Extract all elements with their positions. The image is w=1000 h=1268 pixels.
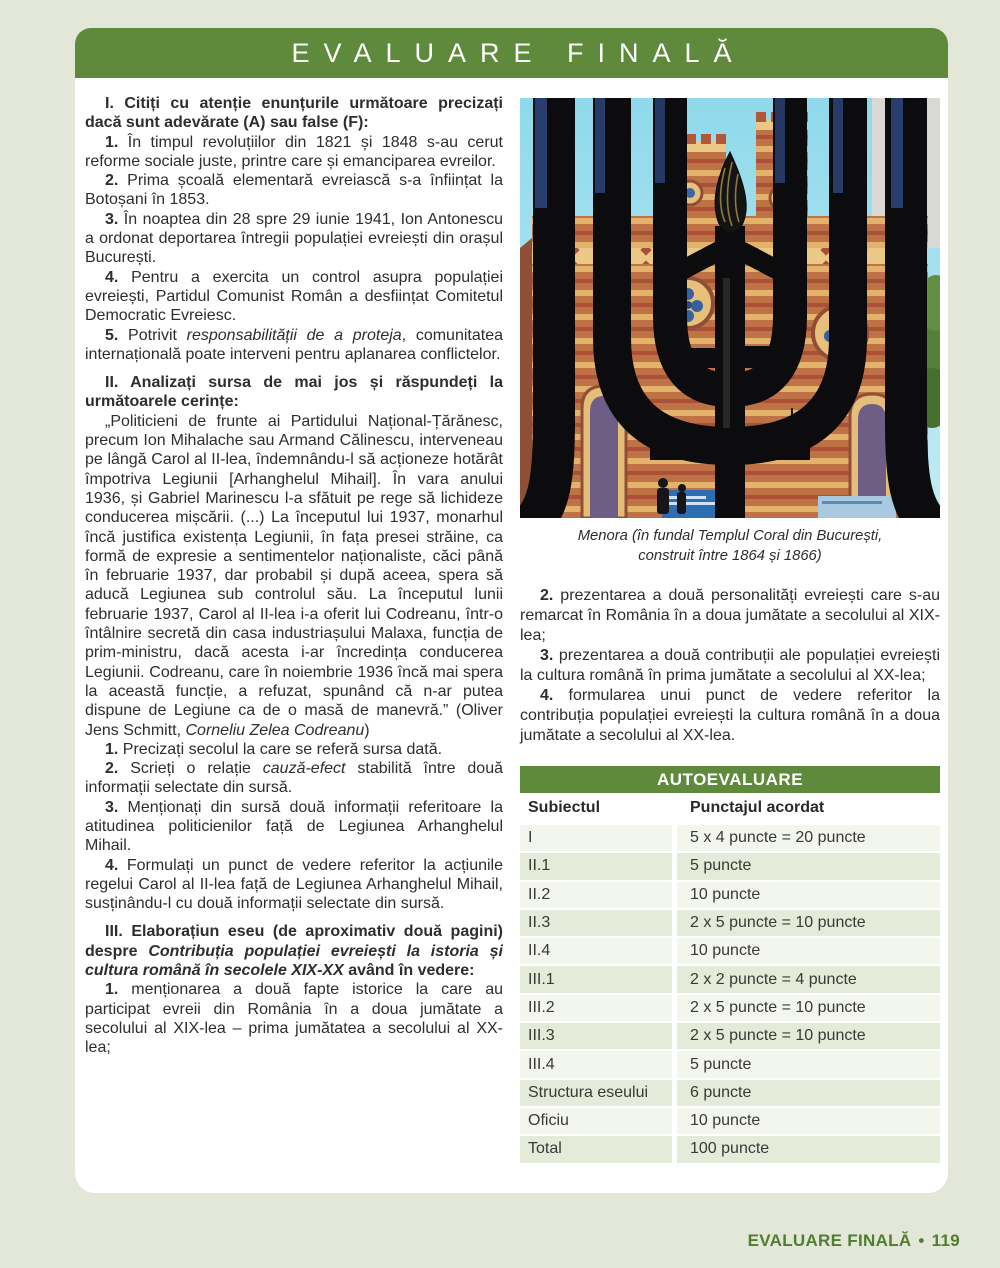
footer-label: EVALUARE FINALĂ bbox=[747, 1231, 912, 1250]
item-text: Prima școală elementară evreiască s-a înființat la Botoșani în 1853. bbox=[85, 172, 503, 209]
cell-points: 5 x 4 puncte = 20 puncte bbox=[677, 825, 940, 851]
item-number: 4. bbox=[540, 687, 554, 704]
cell-points: 2 x 2 puncte = 4 puncte bbox=[677, 966, 940, 992]
item-text: Pentru a exercita un control asupra populației evreiești, Partidul Comunist Român a desființat Comitetul Democratic Evreiesc. bbox=[85, 268, 503, 325]
cell-subject: III.2 bbox=[520, 995, 672, 1021]
cell-points: 100 puncte bbox=[677, 1136, 940, 1162]
cell-points: 6 puncte bbox=[677, 1080, 940, 1106]
section-3-item-4 bbox=[520, 686, 940, 746]
cell-points: 10 puncte bbox=[677, 882, 940, 908]
cell-subject: III.3 bbox=[520, 1023, 672, 1049]
item-text: Scrieți o relație cauză-efect stabilită între două informații selectate din sursă. bbox=[85, 760, 503, 797]
table-row bbox=[520, 1023, 940, 1049]
footer-page-number: 119 bbox=[931, 1231, 960, 1250]
item-number: 2. bbox=[105, 172, 119, 190]
item-text: prezentarea a două personalități evreiești care s-au remarcat în România în a doua jumătate a secolului al XIX-lea; bbox=[520, 587, 940, 644]
column-header-points: Punctajul acordat bbox=[690, 799, 825, 816]
table-row bbox=[520, 825, 940, 851]
cell-points: 5 puncte bbox=[677, 1051, 940, 1077]
item-number: 4. bbox=[105, 856, 119, 874]
section-2-item-4 bbox=[85, 856, 503, 914]
item-number: 1. bbox=[105, 981, 119, 999]
cell-points: 10 puncte bbox=[677, 938, 940, 964]
table-row bbox=[520, 966, 940, 992]
table-row bbox=[520, 995, 940, 1021]
item-text: Formulați un punct de vedere referitor la acțiunile regelui Carol al II-lea față de Legiunea Arhanghelul Mihail, susținându-l cu două informații selectate din sursă. bbox=[85, 856, 503, 913]
section-3-item-1 bbox=[85, 980, 503, 1057]
cell-subject: III.1 bbox=[520, 966, 672, 992]
section-1-item-4 bbox=[85, 268, 503, 326]
column-header-subject: Subiectul bbox=[528, 799, 601, 816]
section-3-heading: III. Elaborațiun eseu (de aproximativ două pagini) despre Contribuția populației evreiești la istoria și cultura română în secolele XIX-XX având în vedere: bbox=[85, 923, 503, 980]
photo-caption bbox=[520, 526, 940, 566]
section-1-item-3 bbox=[85, 210, 503, 268]
section-2-item-2 bbox=[85, 759, 503, 798]
item-text: Precizați secolul la care se referă sursa dată. bbox=[118, 740, 443, 758]
item-text: Menționați din sursă două informații referitoare la atitudinea politicienilor față de Legiunea Arhanghelul Mihail. bbox=[85, 798, 503, 855]
item-number: 2. bbox=[105, 760, 119, 778]
left-column bbox=[85, 94, 503, 1058]
cell-subject: Total bbox=[520, 1136, 672, 1162]
section-gap bbox=[85, 364, 503, 373]
item-text: formularea unui punct de vedere referitor la contribuția populației evreiești la cultura română în a doua jumătate a secolului al XX-lea. bbox=[520, 687, 940, 744]
menora-photo-figure bbox=[520, 98, 940, 566]
table-row bbox=[520, 938, 940, 964]
table-row bbox=[520, 1080, 940, 1106]
item-text: Potrivit responsabilității de a proteja, comunitatea internațională poate interveni pentru aplanarea conflictelor. bbox=[85, 326, 503, 363]
item-number: 1. bbox=[105, 740, 119, 758]
item-number: 3. bbox=[540, 647, 554, 664]
section-1-heading: I. Citiți cu atenție enunțurile următoare precizați dacă sunt adevărate (A) sau false (F): bbox=[85, 95, 503, 132]
section-2-item-3 bbox=[85, 798, 503, 856]
section-2-item-1 bbox=[85, 740, 503, 759]
autoevaluare-table bbox=[520, 766, 940, 1163]
item-text: În timpul revoluțiilor din 1821 și 1848 s-au cerut reforme sociale juste, printre care și emanciparea evreilor. bbox=[85, 133, 503, 170]
cell-subject: I bbox=[520, 825, 672, 851]
caption-line-2: construit între 1864 și 1866) bbox=[638, 548, 822, 564]
table-row bbox=[520, 1136, 940, 1162]
item-number: 3. bbox=[105, 210, 119, 228]
table-row bbox=[520, 1051, 940, 1077]
cell-subject: Oficiu bbox=[520, 1108, 672, 1134]
table-row bbox=[520, 910, 940, 936]
table-row bbox=[520, 882, 940, 908]
cell-subject: II.2 bbox=[520, 882, 672, 908]
footer-separator: • bbox=[918, 1231, 925, 1250]
page-title: EVALUARE FINALĂ bbox=[291, 37, 746, 68]
section-1-item-1 bbox=[85, 133, 503, 172]
item-text: menționarea a două fapte istorice la care au participat evreii din România în a doua jumătate a secolului al XIX-lea – prima jumătatea a secolului al XX-lea; bbox=[85, 981, 503, 1057]
item-text: prezentarea a două contribuții ale populației evreiești la cultura română în prima jumătate a secolului al XX-lea; bbox=[520, 647, 940, 684]
section-1-item-2 bbox=[85, 171, 503, 210]
cell-subject: II.1 bbox=[520, 853, 672, 879]
cell-points: 2 x 5 puncte = 10 puncte bbox=[677, 1023, 940, 1049]
cell-subject: II.4 bbox=[520, 938, 672, 964]
section-3-item-2 bbox=[520, 586, 940, 646]
cell-subject: Structura eseului bbox=[520, 1080, 672, 1106]
item-number: 4. bbox=[105, 268, 119, 286]
cell-subject: III.4 bbox=[520, 1051, 672, 1077]
menora-photo bbox=[520, 98, 940, 518]
cell-points: 10 puncte bbox=[677, 1108, 940, 1134]
section-2-heading: II. Analizați sursa de mai jos și răspundeți la următoarele cerințe: bbox=[85, 374, 503, 411]
table-header-row bbox=[520, 793, 940, 823]
page-footer bbox=[75, 1231, 960, 1251]
item-number: 3. bbox=[105, 798, 119, 816]
section-3-item-3 bbox=[520, 646, 940, 686]
section-1-item-5 bbox=[85, 326, 503, 365]
item-text: În noaptea din 28 spre 29 iunie 1941, Ion Antonescu a ordonat deportarea întregii populației evreiești din orașul București. bbox=[85, 210, 503, 267]
item-number: 1. bbox=[105, 133, 119, 151]
cell-points: 2 x 5 puncte = 10 puncte bbox=[677, 995, 940, 1021]
content-panel bbox=[75, 78, 948, 1193]
section-gap bbox=[85, 913, 503, 922]
section-3-items-continued bbox=[520, 586, 940, 746]
cell-subject: II.3 bbox=[520, 910, 672, 936]
item-number: 5. bbox=[105, 326, 119, 344]
caption-line-1: Menora (în fundal Templul Coral din București, bbox=[577, 528, 883, 544]
cell-points: 2 x 5 puncte = 10 puncte bbox=[677, 910, 940, 936]
right-column bbox=[520, 98, 940, 1163]
cell-points: 5 puncte bbox=[677, 853, 940, 879]
item-number: 2. bbox=[540, 587, 554, 604]
autoevaluare-title: AUTOEVALUARE bbox=[520, 766, 940, 793]
table-row bbox=[520, 1108, 940, 1134]
source-quote: „Politicieni de frunte ai Partidului Național-Țărănesc, precum Ion Mihalache sau Armand Călinescu, interveneau pe lângă Carol al II-lea, îndemnându-l să acționeze hotărât împotriva Legiunii [Arhanghelul Mihail]. În vara anului 1936, și Gabriel Marinescu l-a sfătuit pe rege să lichideze conducerea mișcării. (...) La începutul lui 1937, monarhul încă justifica existența Legiunii, în fața presei străine, ca formă de expresie a sentimentelor naționaliste, căci până în februarie 1937, dar probabil și după aceea, spera să aducă Legiunea sub controlul său. La începutul lunii februarie 1937, Carol al II-lea i-a oferit lui Codreanu, într-o întâlnire secretă din casa industriașului Malaxa, funcția de prim-ministru, dacă acesta i-ar încredința conducerea Legiunii. Codreanu, care în noiembrie 1936 încă mai spera la această funcție, a refuzat, spunând că n-ar putea dispune de Legiune ca de o masă de manevră.” (Oliver Jens Schmitt, Corneliu Zelea Codreanu) bbox=[85, 412, 503, 739]
page-title-bar bbox=[75, 28, 948, 78]
table-row bbox=[520, 853, 940, 879]
